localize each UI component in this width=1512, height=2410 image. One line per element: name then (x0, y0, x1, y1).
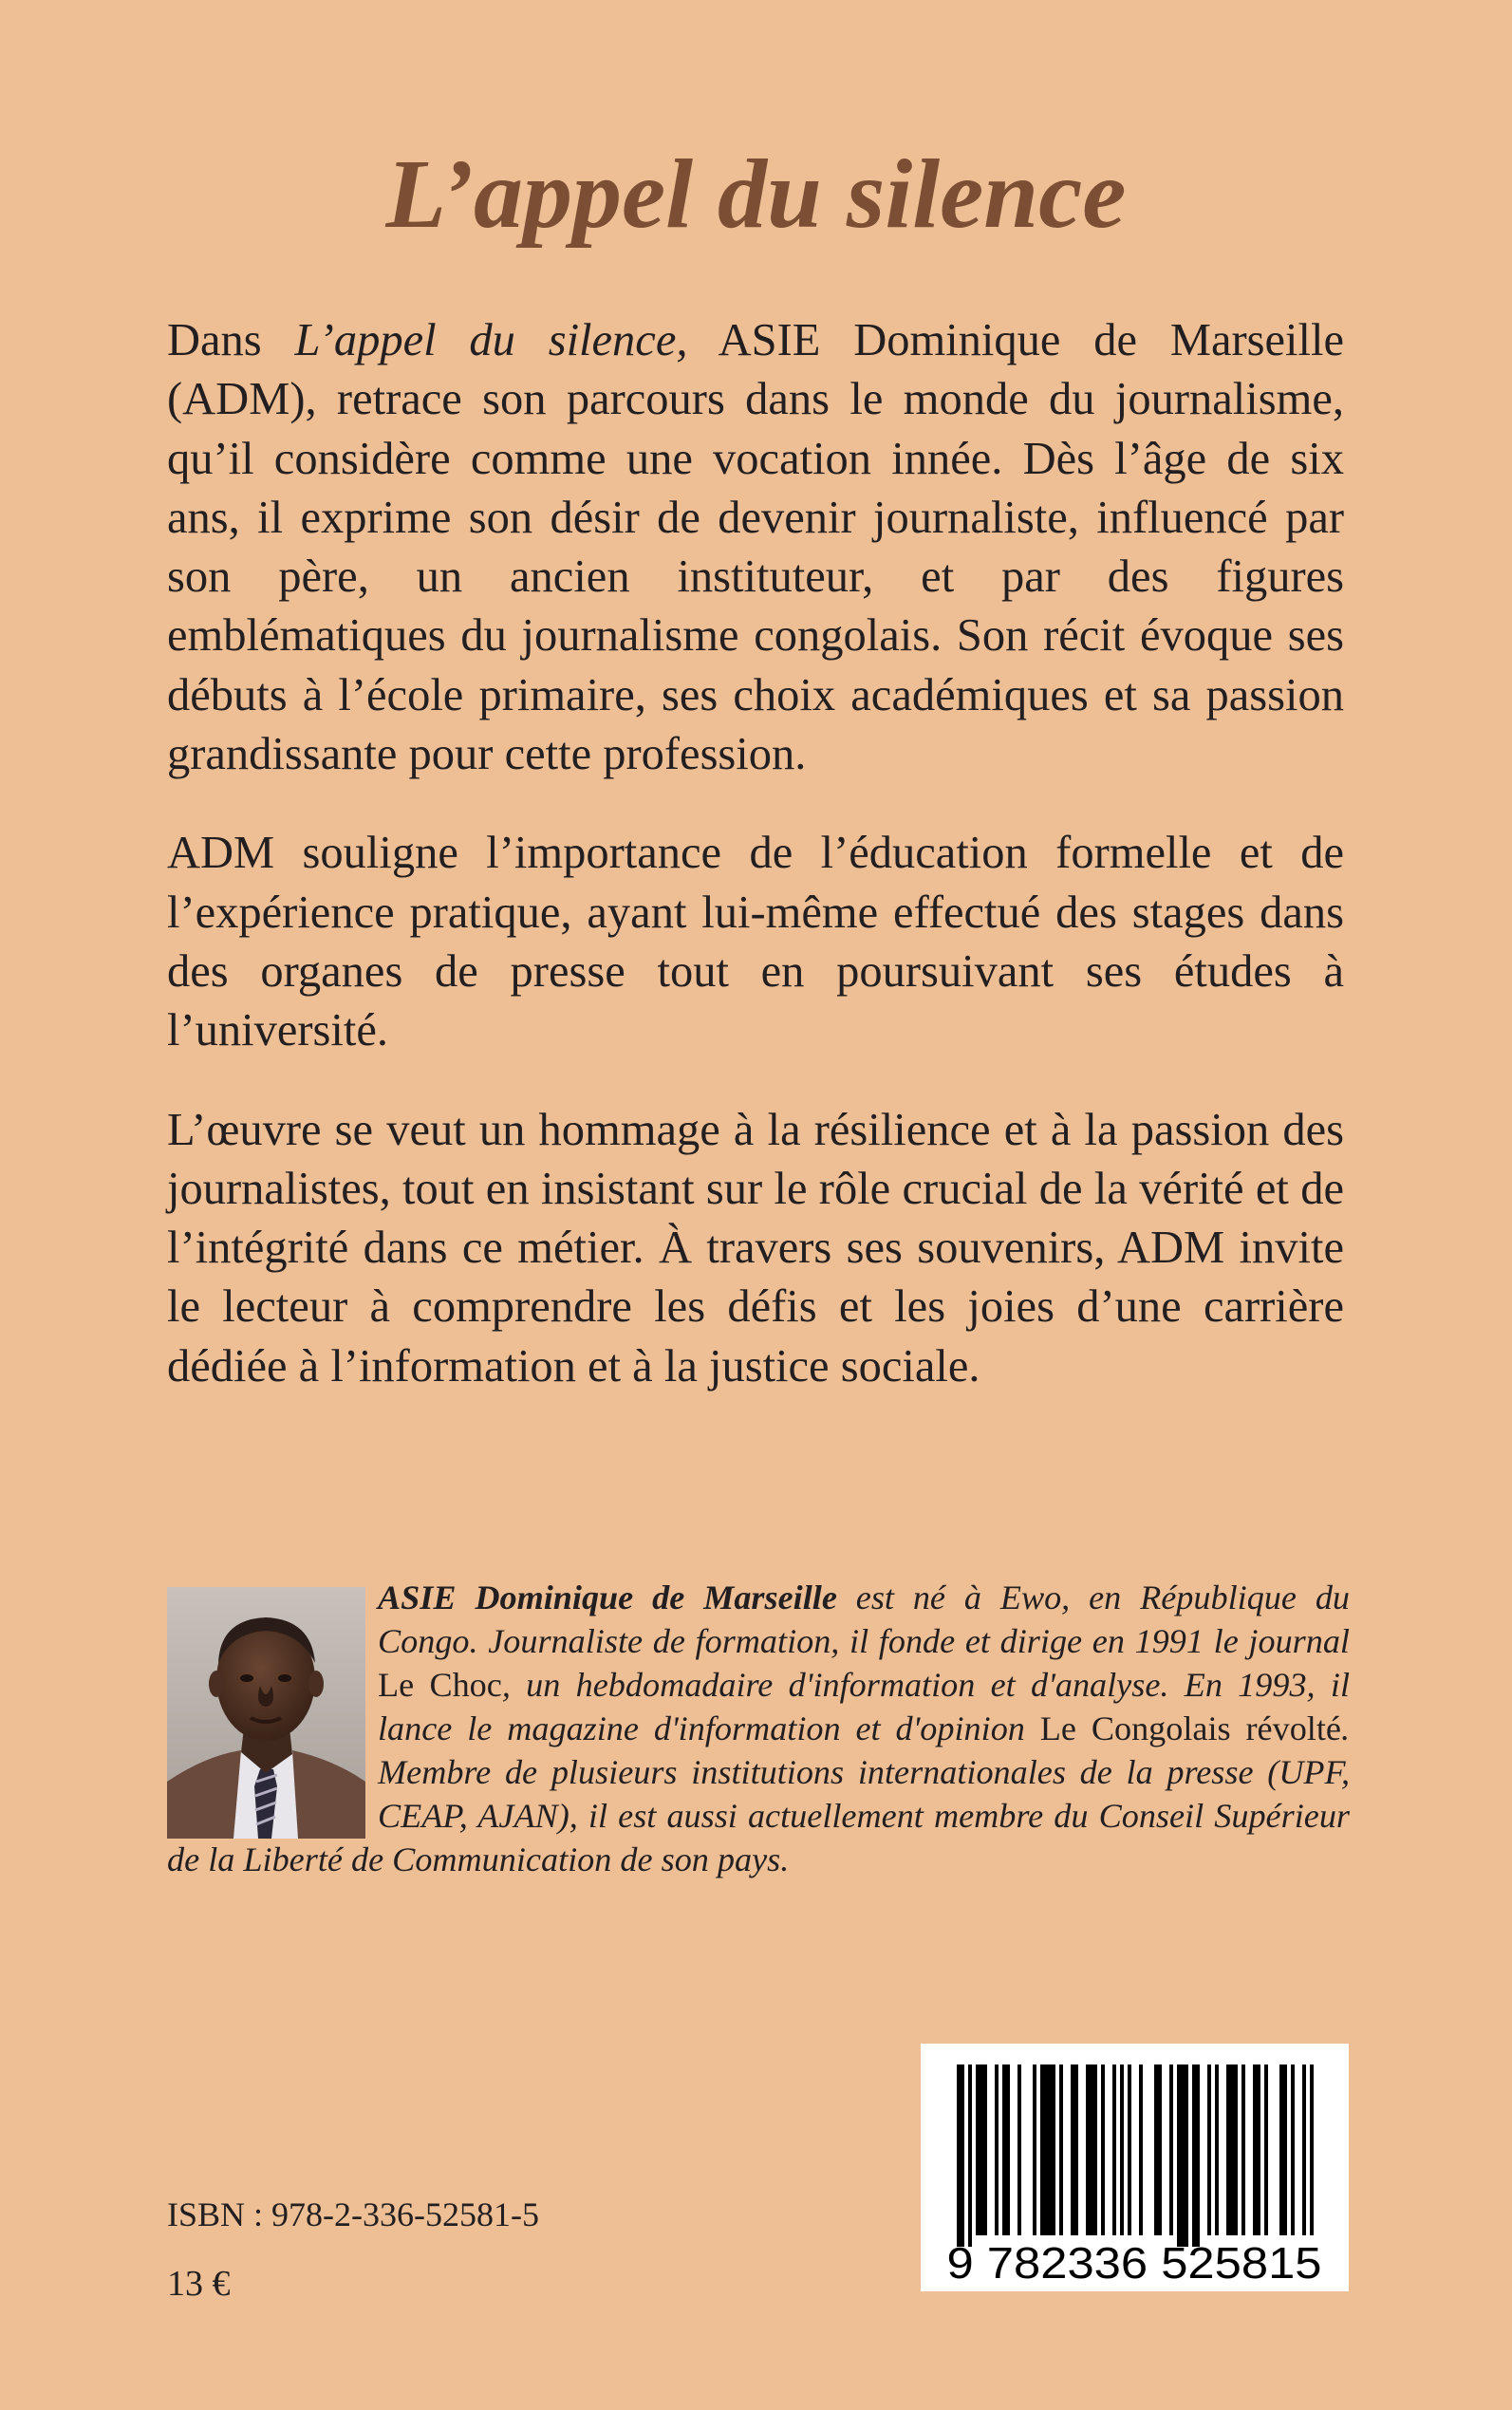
barcode-bar (1207, 2064, 1211, 2235)
barcode-bar (1101, 2064, 1105, 2235)
barcode-bar (995, 2064, 999, 2235)
barcode-bar (1169, 2064, 1173, 2235)
author-biography: ASIE Dominique de Marseille est né à Ewo, en République du Congo. Journaliste de formation, il fonde et dirige en 1991 le journal Le Choc, un hebdomadaire d'information et d'analyse. En 1993, il lance le magazine d'information et d'opinion Le Congolais révolté. Membre de plusieurs institutions internationales de la presse (UPF, CEAP, AJAN), il est aussi actuellement membre du Conseil Supérieur de la Liberté de Communication de son pays. (167, 1579, 1351, 1878)
barcode-bar (1033, 2064, 1036, 2235)
barcode-bar (1040, 2064, 1055, 2235)
summary-paragraph-2: ADM souligne l’importance de l’éducation formelle et de l’expérience pratique, ayant lui-même effectué des stages dans des organes de presse tout en poursuivant ses études à l’université. (167, 828, 1344, 1056)
publication-le-choc: Le Choc (378, 1666, 502, 1704)
author-name: ASIE Dominique de Marseille (378, 1579, 837, 1616)
barcode-bar (1241, 2064, 1245, 2235)
summary-paragraph-3: L’œuvre se veut un hommage à la résilience et à la passion des journalistes, tout en insistant sur le rôle crucial de la vérité et de l’intégrité dans ce métier. À travers ses souvenirs, ADM invite le lecteur à comprendre les défis et les joies d’une carrière dédiée à l’information et à la justice sociale. (167, 1104, 1344, 1392)
isbn: ISBN : 978-2-336-52581-5 (167, 2195, 539, 2233)
barcode-bar (1017, 2064, 1021, 2235)
barcode-bar (1059, 2064, 1063, 2235)
back-cover-summary (167, 311, 1344, 1436)
barcode-bar (1112, 2064, 1116, 2235)
barcode-bar (1279, 2064, 1287, 2235)
barcode-bar (957, 2064, 964, 2247)
barcode-bar (1071, 2064, 1078, 2235)
barcode-bar (1291, 2064, 1295, 2235)
barcode-bar (1086, 2064, 1097, 2235)
publication-le-congolais-revolte: Le Congolais révolté (1039, 1709, 1341, 1747)
barcode-bar (1139, 2064, 1143, 2235)
price: 13 € (167, 2264, 231, 2304)
barcode-bar (1264, 2064, 1268, 2235)
barcode-bar (1192, 2064, 1200, 2247)
barcode-bar (1226, 2064, 1238, 2235)
barcode-number: 9 782336 525815 (946, 2238, 1322, 2288)
barcode-bar (1177, 2064, 1188, 2247)
barcode-bar (1128, 2064, 1131, 2235)
book-title: L’appel du silence (385, 140, 1127, 249)
barcode-bar (968, 2064, 972, 2247)
barcode (921, 2044, 1349, 2291)
barcode-icon (921, 2044, 1349, 2291)
barcode-bar (1215, 2064, 1219, 2235)
barcode-bar (1154, 2064, 1162, 2235)
book-title-inline: L’appel du silence, (294, 315, 688, 365)
barcode-bar (1002, 2064, 1010, 2235)
barcode-bar (1253, 2064, 1260, 2235)
barcode-bar (1310, 2064, 1314, 2235)
barcode-bar (976, 2064, 987, 2235)
barcode-bar (1120, 2064, 1124, 2235)
barcode-bar (1302, 2064, 1306, 2235)
summary-paragraph-1: Dans L’appel du silence, ASIE Dominique de Marseille (ADM), retrace son parcours dans le monde du journalisme, qu’il considère comme une vocation innée. Dès l’âge de six ans, il exprime son désir de devenir journaliste, influencé par son père, un ancien instituteur, et par des figures emblématiques du journalisme congolais. Son récit évoque ses débuts à l’école primaire, ses choix académiques et sa passion grandissante pour cette profession. (167, 315, 1344, 780)
